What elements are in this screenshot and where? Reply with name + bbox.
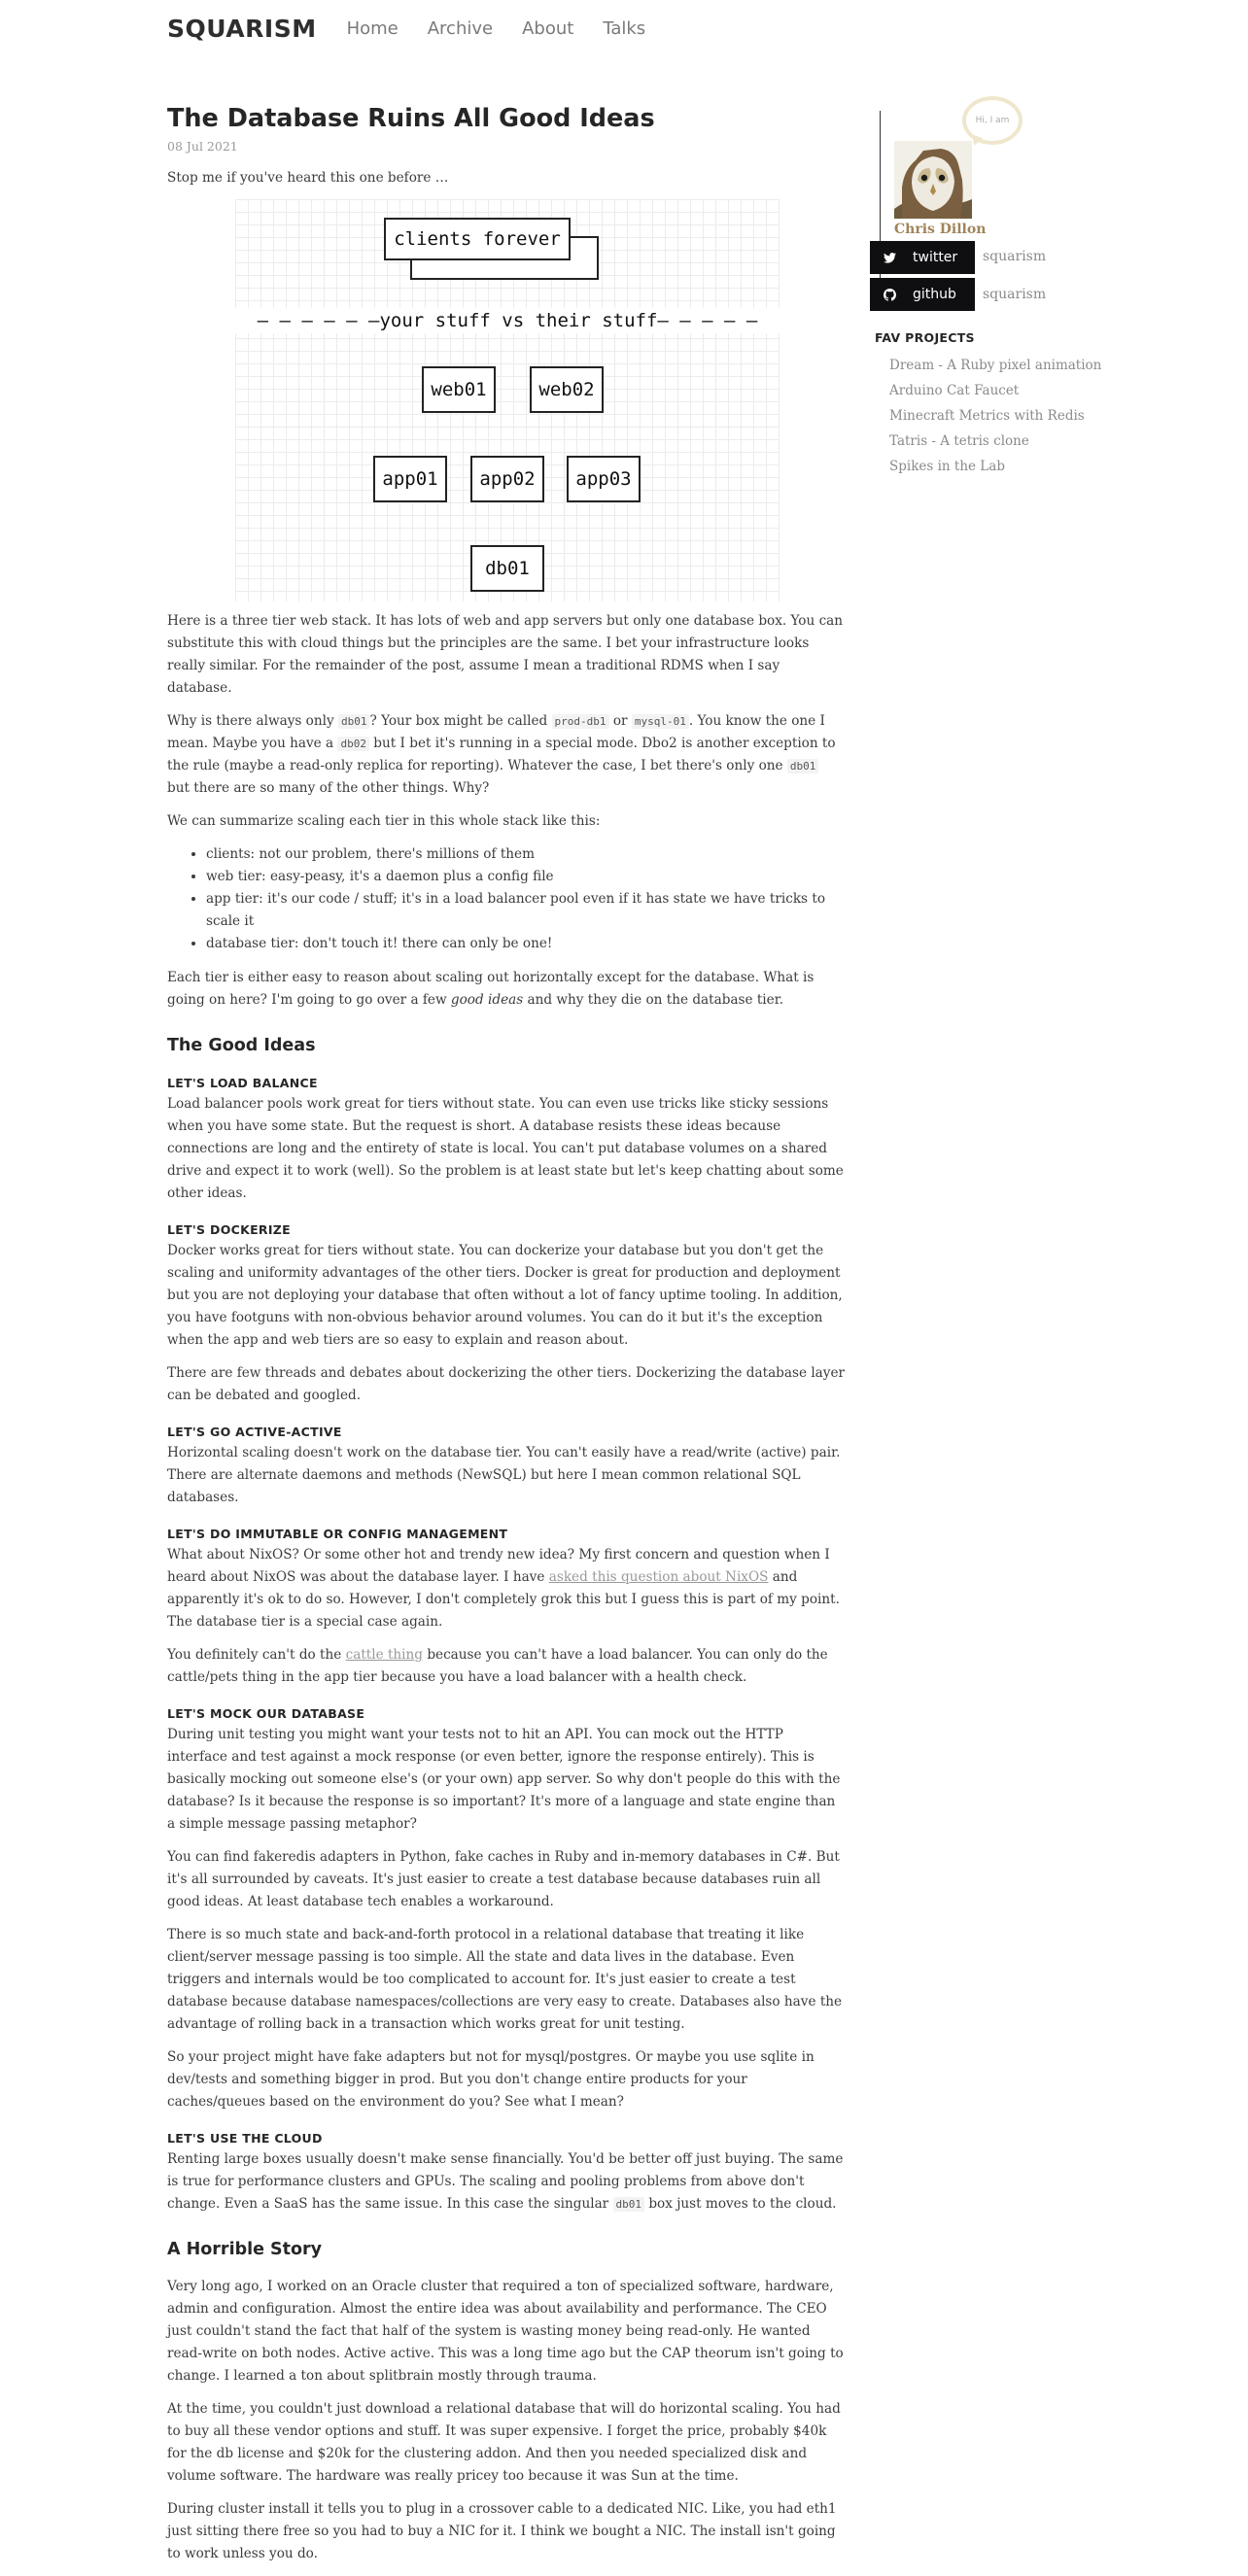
article (167, 101, 845, 2576)
site-brand[interactable]: SQUARISM (167, 14, 317, 43)
subsection-heading: LET'S DOCKERIZE (167, 1222, 291, 1237)
list-item: • database tier: don't touch it! there can only be one! (206, 933, 845, 955)
top-nav (167, 14, 675, 43)
nav-archive[interactable]: Archive (427, 17, 494, 39)
author-name: Chris Dillon (894, 222, 987, 237)
list-item: • web tier: easy-peasy, it's a daemon plus a config file (206, 866, 845, 888)
nav-about[interactable]: About (522, 17, 574, 39)
project-link[interactable]: Minecraft Metrics with Redis (889, 408, 1085, 424)
section-heading: The Good Ideas (167, 1036, 316, 1055)
nav-home[interactable]: Home (346, 17, 399, 39)
fav-projects-list (889, 353, 1101, 479)
nixos-question-link[interactable]: asked this question about NixOS (548, 1569, 769, 1585)
twitter-label: twitter (913, 250, 958, 265)
github-label: github (913, 287, 956, 302)
github-handle[interactable]: squarism (983, 287, 1047, 302)
paragraph: Docker works great for tiers without state. You can dockerize your database but you don't get the scaling and uniformity advantages of the other tiers. Docker is great for production and deployment but you are not deploying your database that often without a lot of fancy uptime tooling. In addition, you have footguns with non-obvious behavior around volumes. You can do it but it's the exception when the app and web tiers are so easy to explain and reason about. (167, 1243, 843, 1348)
cattle-thing-link[interactable]: cattle thing (345, 1647, 423, 1663)
diagram-boundary-line: — — — — — —your stuff vs their stuff— — — — — (235, 308, 780, 333)
diagram-app01: app01 (373, 456, 447, 502)
paragraph: Load balancer pools work great for tiers without state. You can even use tricks like sticky sessions when you have some state. But the request is short. A database resists these ideas because connections are long and the entirety of state is local. You can't put database volumes on a shared drive and expect it to work (well). So the problem is at least state but let's keep chatting about some other ideas. (167, 1096, 844, 1201)
github-icon (880, 289, 899, 301)
twitter-icon (880, 253, 899, 263)
speech-bubble: Hi, I am (962, 96, 1023, 145)
paragraph: During cluster install it tells you to plug in a crossover cable to a dedicated NIC. Like, you had eth1 just sitting there free so you had to buy a NIC for it. I think we bought a NIC. The install isn't going to work unless you do. (167, 2501, 837, 2561)
list-item: • clients: not our problem, there's millions of them (206, 843, 845, 866)
project-link[interactable]: Tatris - A tetris clone (889, 433, 1029, 449)
list-item: • app tier: it's our code / stuff; it's in a load balancer pool even if it has state we have tricks to scale it (206, 888, 845, 933)
paragraph: There are few threads and debates about dockerizing the other tiers. Dockerizing the database layer can be debated and googled. (167, 1365, 845, 1403)
project-link[interactable]: Arduino Cat Faucet (889, 383, 1020, 398)
paragraph: There is so much state and back-and-forth protocol in a relational database that treating it like client/server message passing is too simple. All the state and data lives in the database. Even triggers and internals would be too complicated to account for. It's just easier to create a test database because database namespaces/collections are very easy to create. Databases also have the advantage of rolling back in a transaction which works great for unit testing. (167, 1927, 843, 2032)
tier-list (167, 843, 845, 955)
fav-projects-heading: FAV PROJECTS (875, 330, 975, 345)
paragraph: During unit testing you might want your tests not to hit an API. You can mock out the HTTP interface and test against a mock response (or even better, ignore the response entirely). This is basically mocking out someone else's (or your own) app server. So why don't people do this with the database? Is it because the response is so important? It's more of a language and state engine than a simple message passing metaphor? (167, 1727, 841, 1832)
twitter-button[interactable] (870, 241, 975, 274)
paragraph: Here is a three tier web stack. It has lots of web and app servers but only one database box. You can substitute this with cloud things but the principles are the same. I bet your infrastructure looks really similar. For the remainder of the post, assume I mean a traditional RDMS when I say database. (167, 613, 844, 696)
paragraph: Very long ago, I worked on an Oracle cluster that required a ton of specialized software, hardware, admin and configuration. Almost the entire idea was about availability and performance. The CEO just couldn't stand the fact that half of the system is wasting money being read-only. He wanted read-write on both nodes. Active active. This was a long time ago but the CAP theorum isn't going to change. I learned a ton about splitbrain mostly through trauma. (167, 2279, 844, 2384)
paragraph: You definitely can't do the cattle thing because you can't have a load balancer. You can only do the cattle/pets thing in the app tier because you have a load balancer with a health check. (167, 1647, 828, 1685)
section-heading: A Horrible Story (167, 2240, 323, 2259)
nav-talks[interactable]: Talks (603, 17, 646, 39)
diagram-clients-box: clients forever (384, 218, 571, 260)
diagram-db01: db01 (470, 545, 544, 592)
paragraph: Renting large boxes usually doesn't make sense financially. You'd be better off just buying. The same is true for performance clusters and GPUs. The scaling and pooling problems from above don't change. Even a SaaS has the same issue. In this case the singular db01 box just moves to the cloud. (167, 2151, 844, 2212)
diagram-app02: app02 (470, 456, 544, 502)
project-link[interactable]: Dream - A Ruby pixel animation (889, 358, 1102, 373)
post-title: The Database Ruins All Good Ideas (167, 104, 655, 133)
subsection-heading: LET'S LOAD BALANCE (167, 1076, 318, 1090)
diagram-web02: web02 (530, 366, 604, 413)
subsection-heading: LET'S USE THE CLOUD (167, 2131, 323, 2146)
paragraph: So your project might have fake adapters but not for mysql/postgres. Or maybe you use sqlite in dev/tests and something bigger in prod. But you don't change entire products for your caches/queues based on the environment do you? See what I mean? (167, 2049, 815, 2110)
paragraph: At the time, you couldn't just download a relational database that will do horizontal scaling. You had to buy all these vendor options and stuff. It was super expensive. I forget the price, probably $40k for the db license and $20k for the clustering addon. And then you needed specialized disk and volume software. The hardware was really pricey too because it was Sun at the time. (167, 2401, 841, 2484)
paragraph: Why is there always only db01 ? Your box might be called prod-db1 or mysql-01 . You know the one I mean. Maybe you have a db02 but I bet it's running in a special mode. Dbo2 is another exception to the rule (maybe a read-only replica for reporting). Whatever the case, I bet there's only one db01 but there are so many of the other things. Why? (167, 713, 836, 796)
paragraph: We can summarize scaling each tier in this whole stack like this: (167, 813, 601, 829)
twitter-handle[interactable]: squarism (983, 249, 1047, 264)
architecture-diagram (235, 199, 780, 601)
diagram-app03: app03 (567, 456, 641, 502)
paragraph: Each tier is either easy to reason about scaling out horizontally except for the database. What is going on here? I'm going to go over a few good ideas and why they die on the database tier. (167, 970, 815, 1008)
subsection-heading: LET'S DO IMMUTABLE OR CONFIG MANAGEMENT (167, 1527, 508, 1541)
paragraph: What about NixOS? Or some other hot and trendy new idea? My first concern and question when I heard about NixOS was about the database layer. I have asked this question about NixOS and apparently it's ok to do so. However, I don't completely grok this but I guess this is part of my point. The database tier is a special case again. (167, 1547, 840, 1630)
paragraph: You can find fakeredis adapters in Python, fake caches in Ruby and in-memory databases in C#. But it's all surrounded by caveats. It's just easier to create a test database because databases ruin all good ideas. At least database tech enables a workaround. (167, 1849, 840, 1909)
subsection-heading: LET'S GO ACTIVE-ACTIVE (167, 1425, 342, 1439)
subsection-heading: LET'S MOCK OUR DATABASE (167, 1706, 365, 1721)
owl-avatar-icon (894, 141, 972, 219)
project-link[interactable]: Spikes in the Lab (889, 459, 1005, 474)
avatar (894, 141, 972, 219)
intro-paragraph: Stop me if you've heard this one before … (167, 170, 449, 186)
post-date: 08 Jul 2021 (167, 139, 238, 154)
paragraph: Horizontal scaling doesn't work on the database tier. You can't easily have a read/write (active) pair. There are alternate daemons and methods (NewSQL) but here I mean common relational SQL databases. (167, 1445, 841, 1505)
github-button[interactable] (870, 278, 975, 311)
diagram-web01: web01 (422, 366, 496, 413)
